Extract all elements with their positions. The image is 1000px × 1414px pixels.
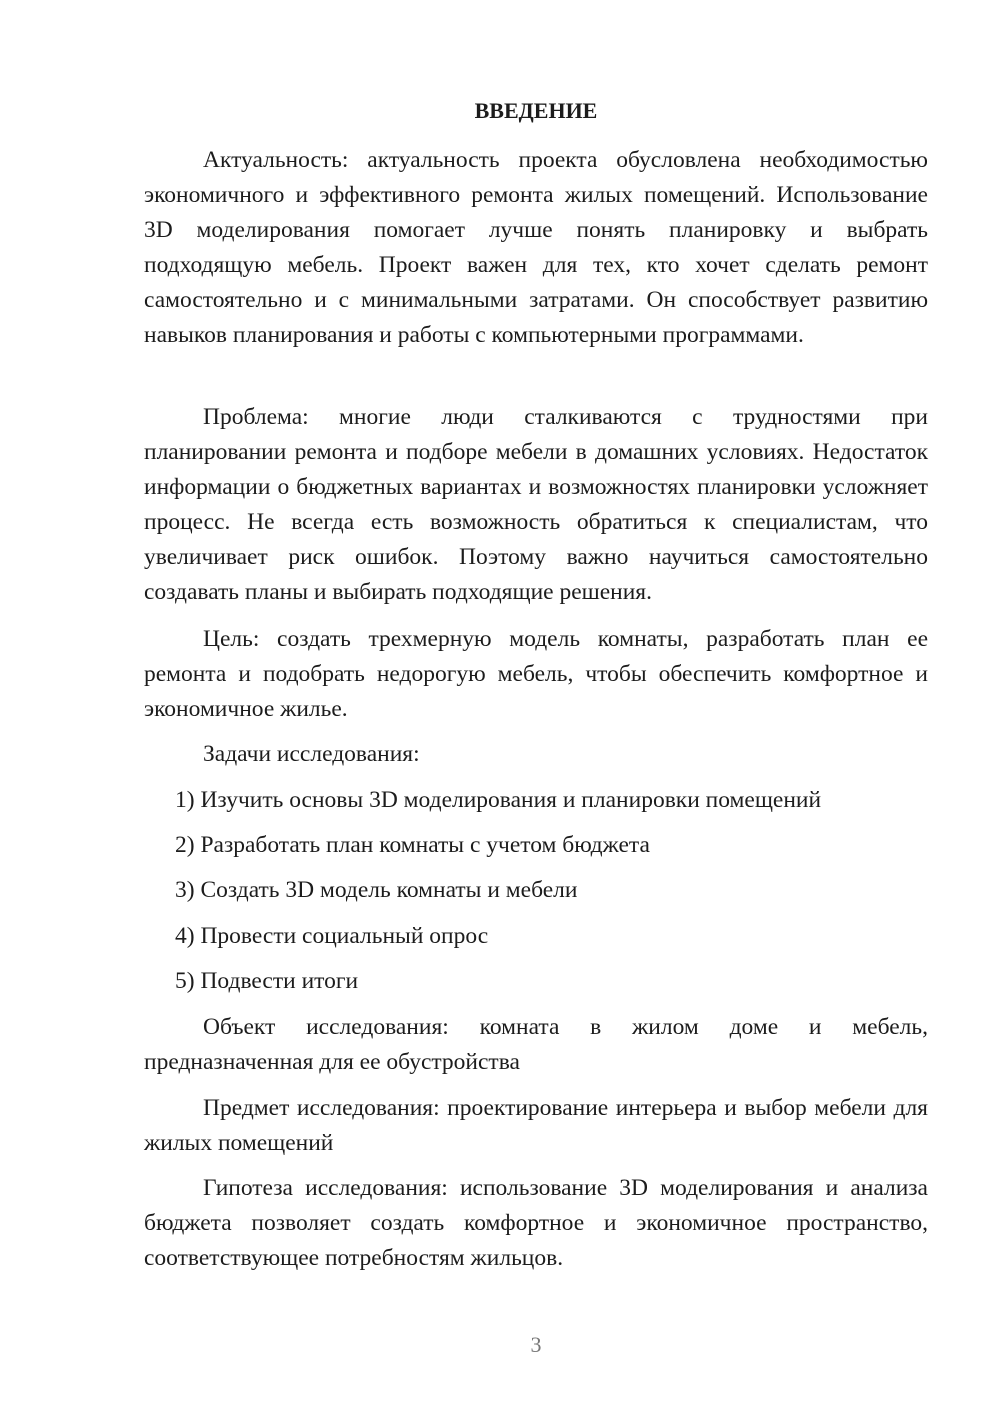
paragraph-goal: Цель: создать трехмерную модель комнаты, разработать план ее ремонта и подобрать недорогую мебель, чтобы обеспечить комфортное и экономичное жилье. [144,626,928,722]
paragraph-hypothesis: Гипотеза исследования: использование 3D моделирования и анализа бюджета позволяет создать комфортное и экономичное пространство, соответствующее потребностям жильцов. [144,1175,928,1271]
paragraph-relevance: Актуальность: актуальность проекта обусловлена необходимостью экономичного и эффективного ремонта жилых помещений. Использование 3D моделирования помогает лучше понять планировку и выбрать подходящую мебель. Проект важен для тех, кто хочет сделать ремонт самостоятельно и с минимальными затратами. Он способствует развитию навыков планирования и работы с компьютерными программами. [144,147,928,348]
paragraph-object: Объект исследования: комната в жилом доме и мебель, предназначенная для ее обустройства [144,1014,928,1075]
paragraph-subject: Предмет исследования: проектирование интерьера и выбор мебели для жилых помещений [144,1095,928,1156]
page-number: 3 [530,1332,542,1357]
task-item: 2) Разработать план комнаты с учетом бюджета [175,832,650,858]
task-item: 4) Провести социальный опрос [175,923,489,949]
task-item: 1) Изучить основы 3D моделирования и планировки помещений [175,787,822,813]
task-item: 3) Создать 3D модель комнаты и мебели [175,877,578,903]
tasks-title: Задачи исследования: [203,741,420,767]
page-title: ВВЕДЕНИЕ [474,98,598,123]
task-item: 5) Подвести итоги [175,968,359,994]
paragraph-problem: Проблема: многие люди сталкиваются с трудностями при планировании ремонта и подборе мебели в домашних условиях. Недостаток информации о бюджетных вариантах и возможностях планировки усложняет процесс. Не всегда есть возможность обратиться к специалистам, что увеличивает риск ошибок. Поэтому важно научиться самостоятельно создавать планы и выбирать подходящие решения. [144,404,928,605]
